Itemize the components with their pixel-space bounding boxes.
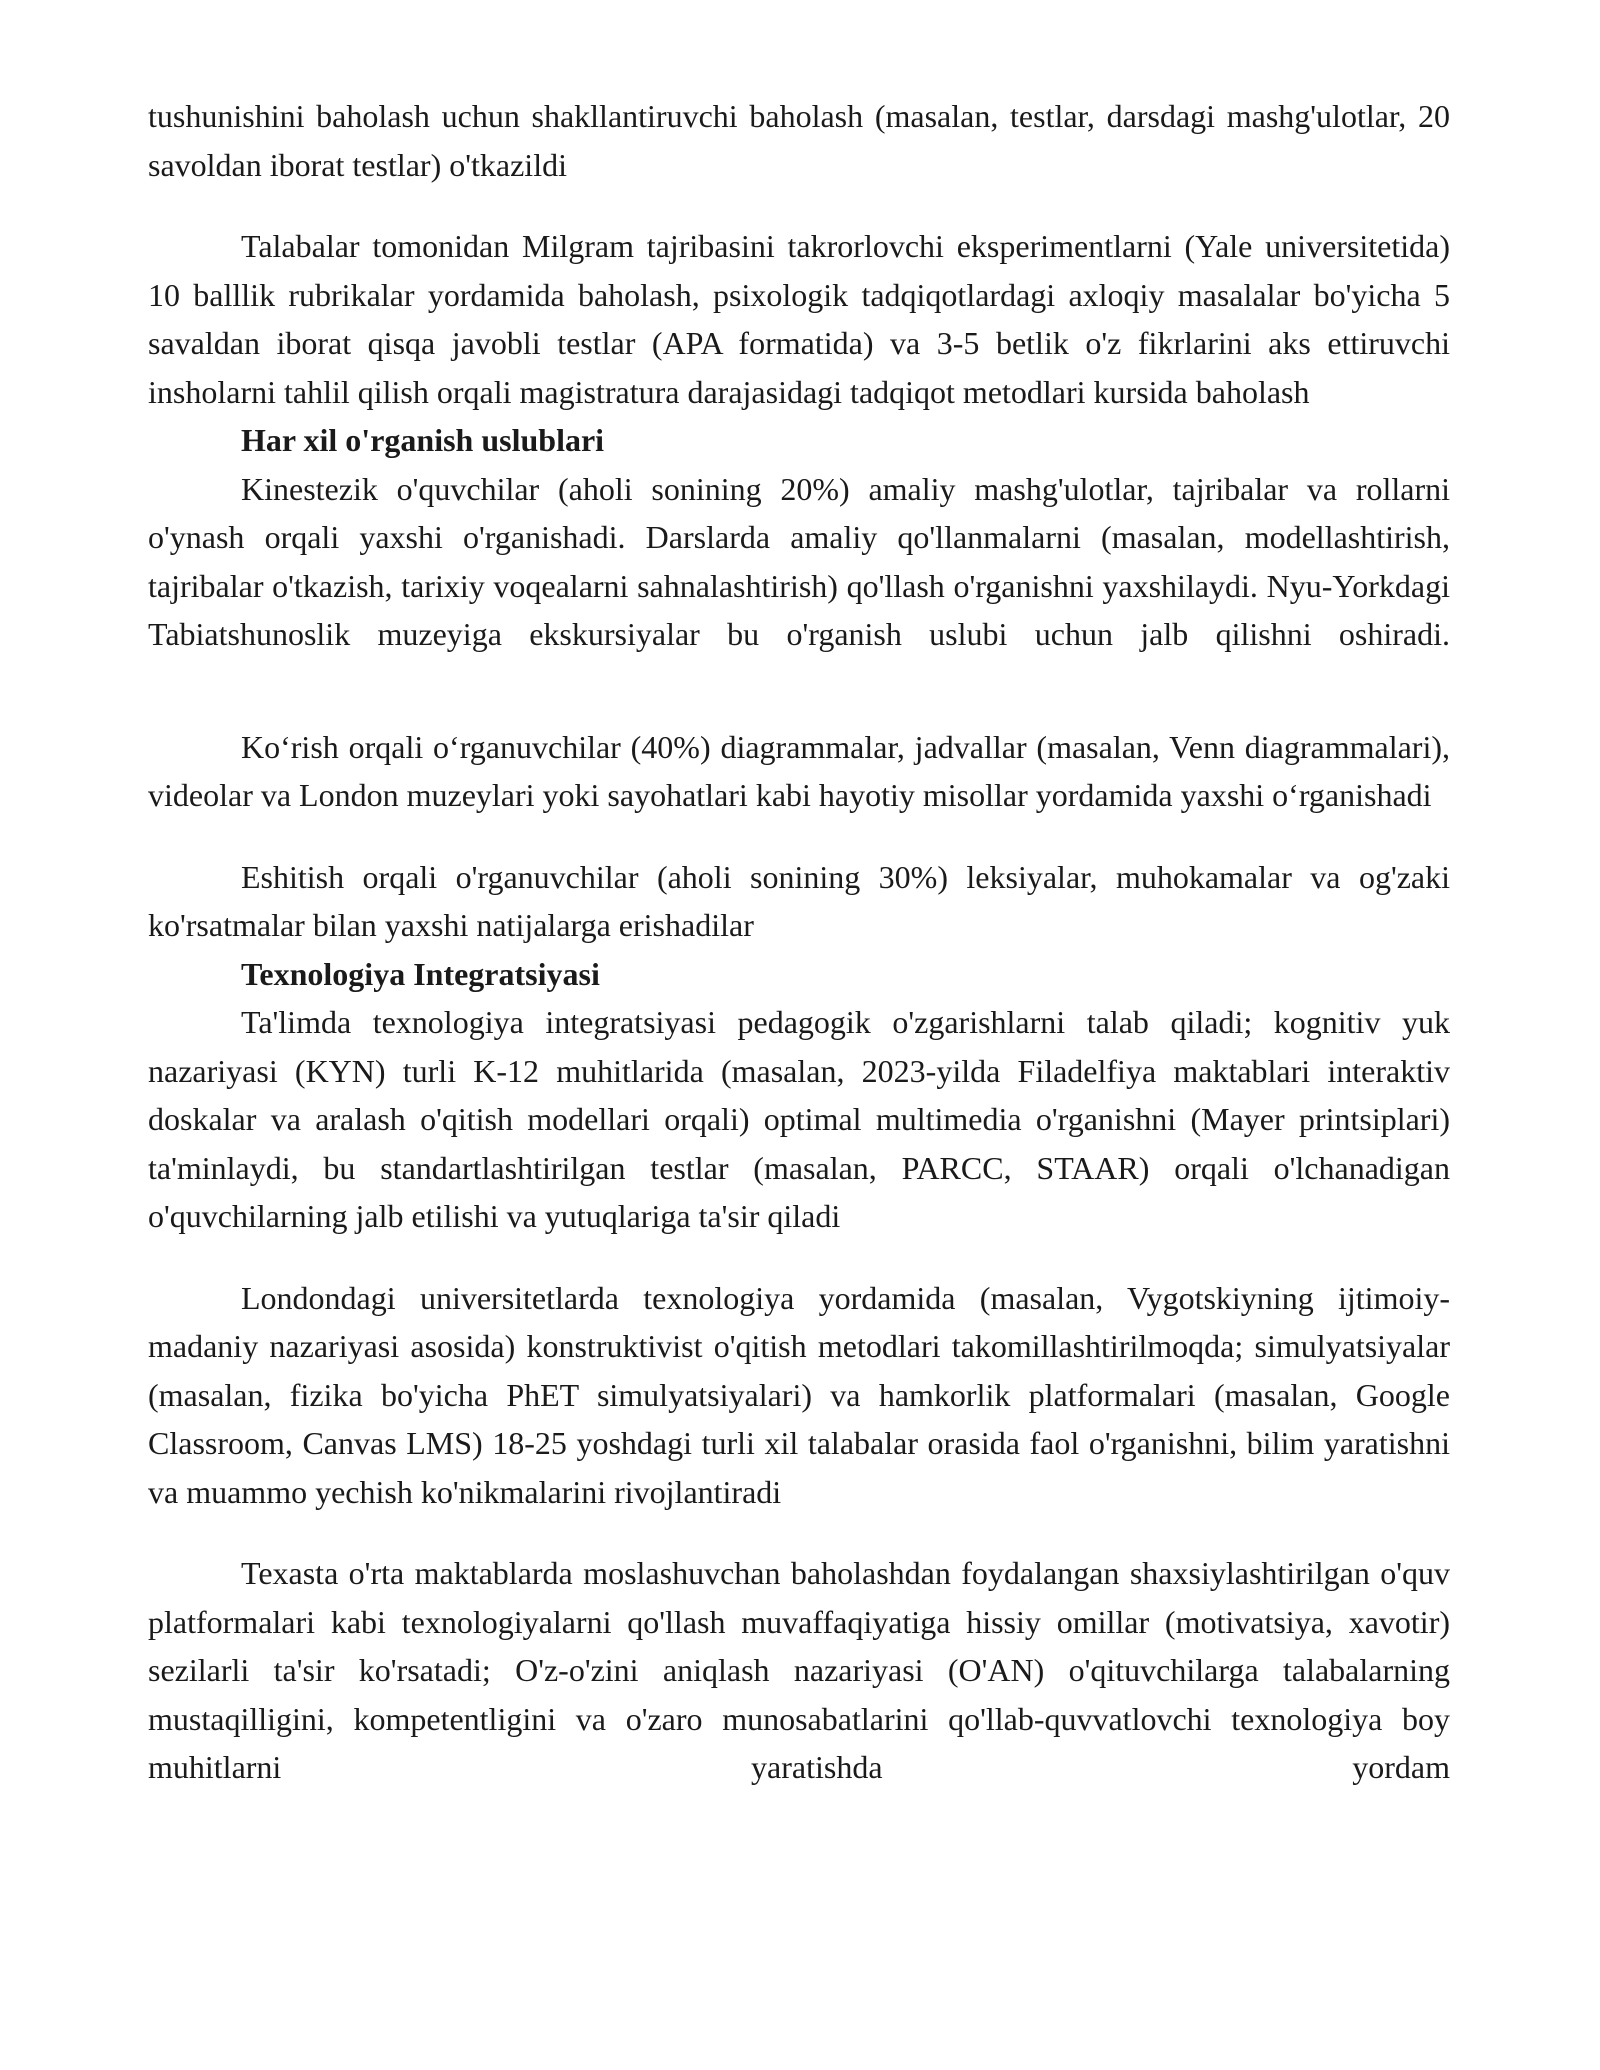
- paragraph-auditory-learners: Eshitish orqali o'rganuvchilar (aholi sonining 30%) leksiyalar, muhokamalar va og'zaki ko'rsatmalar bilan yaxshi natijalarga erishadilar: [148, 858, 1450, 943]
- paragraph-cognitive-load: Ta'limda texnologiya integratsiyasi pedagogik o'zgarishlarni talab qiladi; kognitiv yuk nazariyasi (KYN) turli K-12 muhitlarida (masalan, 2023-yilda Filadelfiya maktablari interaktiv doskalar va aralash o'qitish modellari orqali) optimal multimedia o'rganishni (Mayer printsiplari) ta'minlaydi, bu standartlashtirilgan testlar (masalan, PARCC, STAAR) orqali o'lchanadigan o'quvchilarning jalb etilishi va yutuqlariga ta'sir qiladi: [148, 1004, 1450, 1234]
- document-page: [148, 92, 1450, 1792]
- paragraph-kinesthetic-learners: Kinestezik o'quvchilar (aholi sonining 20%) amaliy mashg'ulotlar, tajribalar va rollarni o'ynash orqali yaxshi o'rganishadi. Darslarda amaliy qo'llanmalarni (masalan, modellashtirish, tajribalar o'tkazish, tarixiy voqealarni sahnalashtirish) qo'llash o'rganishni yaxshilaydi. Nyu-Yorkdagi Tabiatshunoslik muzeyiga ekskursiyalar bu o'rganish uslubi uchun jalb qilishni oshiradi.: [148, 470, 1450, 652]
- paragraph-assessment-continued: tushunishini baholash uchun shakllantiruvchi baholash (masalan, testlar, darsdagi mashg'ulotlar, 20 savoldan iborat testlar) o'tkazildi: [148, 98, 1450, 183]
- paragraph-visual-learners: Ko‘rish orqali o‘rganuvchilar (40%) diagrammalar, jadvallar (masalan, Venn diagrammalari), videolar va London muzeylari yoki sayohatlari kabi hayotiy misollar yordamida yaxshi o‘rganishadi: [148, 728, 1450, 813]
- heading-learning-styles: Har xil o'rganish uslublari: [241, 422, 605, 458]
- heading-technology-integration: Texnologiya Integratsiyasi: [241, 955, 600, 992]
- paragraph-texas-schools: Texasta o'rta maktablarda moslashuvchan baholashdan foydalangan shaxsiylashtirilgan o'quv platformalari kabi texnologiyalarni qo'llash muvaffaqiyatiga hissiy omillar (motivatsiya, xavotir) sezilarli ta'sir ko'rsatadi; O'z-o'zini aniqlash nazariyasi (O'AN) o'qituvchilarga talabalarning mustaqilligini, kompetentligini va o'zaro munosabatlarini qo'llab-quvvatlovchi texnologiya boy muhitlarni yaratishda yordam: [148, 1555, 1450, 1785]
- paragraph-london-universities: Londondagi universitetlarda texnologiya yordamida (masalan, Vygotskiyning ijtimoiy-madaniy nazariyasi asosida) konstruktivist o'qitish metodlari takomillashtirilmoqda; simulyatsiyalar (masalan, fizika bo'yicha PhET simulyatsiyalari) va hamkorlik platformalari (masalan, Google Classroom, Canvas LMS) 18-25 yoshdagi turli xil talabalar orasida faol o'rganishni, bilim yaratishni va muammo yechish ko'nikmalarini rivojlantiradi: [148, 1279, 1450, 1510]
- paragraph-milgram-assessment: Talabalar tomonidan Milgram tajribasini takrorlovchi eksperimentlarni (Yale universitetida) 10 balllik rubrikalar yordamida baholash, psixologik tadqiqotlardagi axloqiy masalalar bo'yicha 5 savaldan iborat qisqa javobli testlar (APA formatida) va 3-5 betlik o'z fikrlarini aks ettiruvchi insholarni tahlil qilish orqali magistratura darajasidagi tadqiqot metodlari kursida baholash: [148, 228, 1450, 410]
